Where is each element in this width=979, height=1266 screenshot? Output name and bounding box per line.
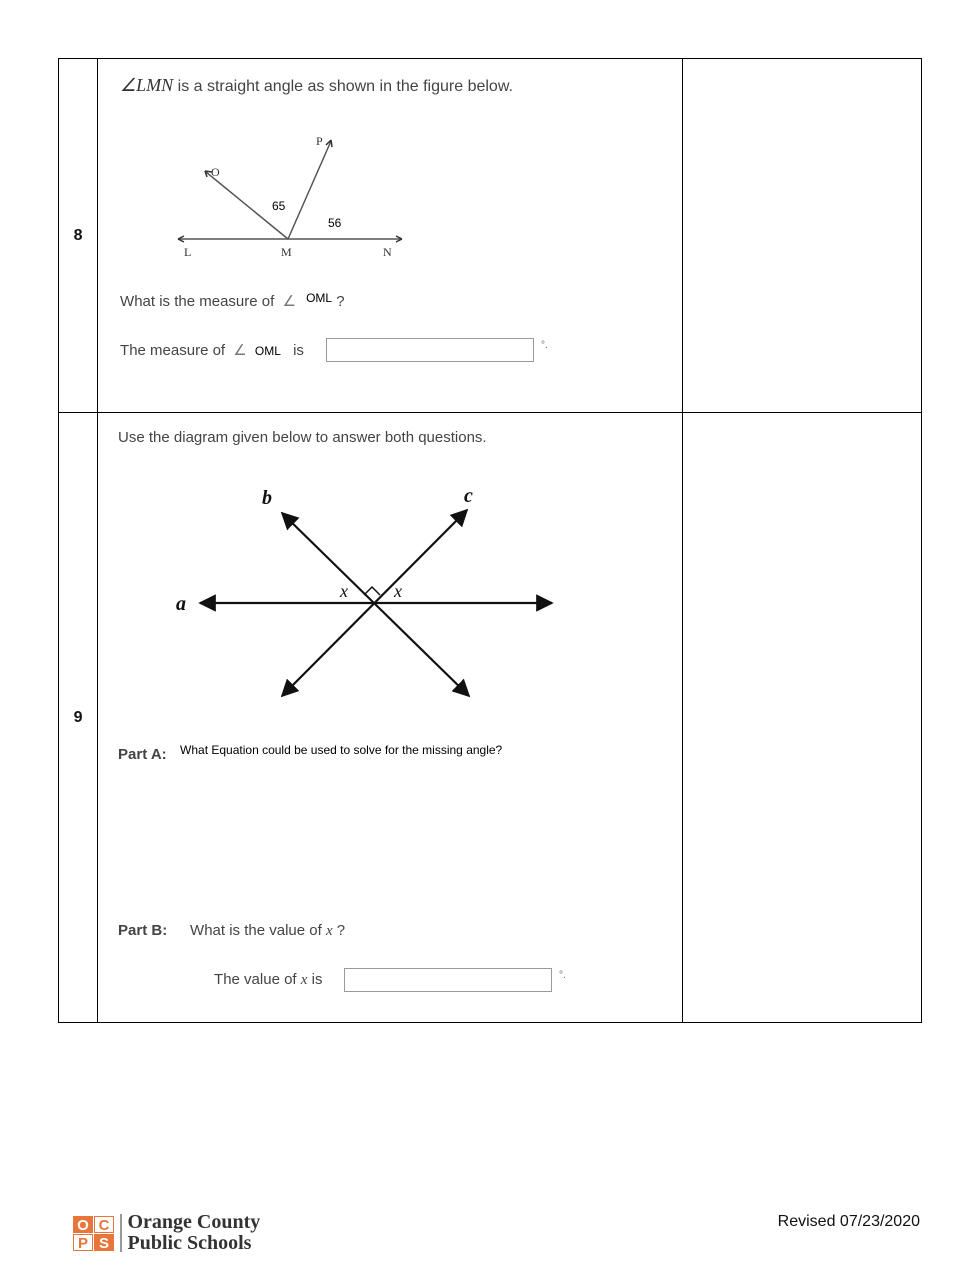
logo-letter-o: O bbox=[73, 1216, 93, 1233]
angle-oml-label: OML bbox=[306, 291, 333, 305]
q8-answer-is: is bbox=[293, 342, 304, 359]
label-n: N bbox=[383, 245, 392, 259]
logo-text bbox=[128, 1212, 261, 1254]
variable-x: x bbox=[300, 972, 308, 988]
q9-intro: Use the diagram given below to answer both questions. bbox=[118, 429, 487, 446]
q8-intro-text: is a straight angle as shown in the figure below. bbox=[173, 78, 513, 95]
part-b-question-suffix: ? bbox=[336, 922, 346, 939]
org-name-line2: Public Schools bbox=[127, 1232, 252, 1254]
question-number-8: 8 bbox=[59, 59, 98, 413]
label-c: c bbox=[464, 485, 473, 507]
label-b: b bbox=[262, 487, 273, 509]
part-b-answer-is: is bbox=[311, 971, 323, 988]
question-number-9: 9 bbox=[59, 413, 98, 1023]
q8-question-suffix: ? bbox=[336, 293, 345, 310]
right-angle-mark bbox=[364, 587, 380, 595]
part-b-question bbox=[190, 922, 345, 940]
part-b-answer-input[interactable] bbox=[344, 968, 552, 992]
label-p: P bbox=[316, 134, 323, 148]
angle-oml-label: OML bbox=[254, 344, 281, 358]
variable-x: x bbox=[325, 923, 333, 939]
org-name-line1: Orange County bbox=[127, 1211, 261, 1233]
label-m: M bbox=[281, 245, 292, 259]
angle-pmn-value: 56 bbox=[328, 216, 342, 230]
question-row-8 bbox=[59, 59, 922, 413]
degree-symbol: °. bbox=[541, 340, 548, 351]
question-cell-8 bbox=[98, 59, 683, 413]
angle-omp-value: 65 bbox=[272, 199, 286, 213]
ray-mp bbox=[288, 141, 331, 239]
straight-angle-figure bbox=[168, 125, 428, 265]
answer-cell-9 bbox=[682, 413, 921, 1023]
question-cell-9 bbox=[98, 413, 683, 1023]
angle-symbol: ∠ bbox=[233, 342, 247, 359]
revised-date: Revised 07/23/2020 bbox=[777, 1213, 920, 1230]
q8-answer-prefix: The measure of bbox=[120, 342, 226, 359]
part-b-label: Part B: bbox=[118, 922, 168, 939]
label-x-right: x bbox=[394, 581, 403, 601]
q8-answer-line bbox=[120, 341, 304, 359]
logo-divider bbox=[120, 1214, 122, 1252]
logo-letter-s: S bbox=[94, 1234, 114, 1251]
label-a: a bbox=[176, 593, 187, 615]
answer-cell-8 bbox=[682, 59, 921, 413]
label-l: L bbox=[184, 245, 192, 259]
part-b-question-text: What is the value of bbox=[190, 922, 322, 939]
ocps-logo bbox=[73, 1212, 260, 1254]
worksheet-table bbox=[58, 58, 922, 1023]
degree-symbol: °. bbox=[559, 970, 566, 981]
label-o: O bbox=[211, 165, 220, 179]
q8-answer-input[interactable] bbox=[326, 338, 534, 362]
logo-letter-p: P bbox=[73, 1234, 93, 1251]
part-b-answer-line bbox=[214, 971, 322, 989]
logo-letter-c: C bbox=[94, 1216, 114, 1233]
question-row-9 bbox=[59, 413, 922, 1023]
part-b-answer-prefix: The value of bbox=[214, 971, 297, 988]
q8-question-prefix: What is the measure of bbox=[120, 293, 275, 310]
q8-question bbox=[120, 292, 345, 310]
part-a-label: Part A: bbox=[118, 746, 167, 763]
part-a-question: What Equation could be used to solve for the missing angle? bbox=[180, 743, 503, 757]
intersecting-lines-figure bbox=[172, 483, 562, 713]
ocps-logo-mark bbox=[73, 1216, 114, 1251]
angle-lmn-label: ∠LMN bbox=[120, 75, 174, 95]
label-x-left: x bbox=[340, 581, 349, 601]
angle-symbol: ∠ bbox=[282, 293, 296, 310]
q8-intro bbox=[120, 75, 513, 96]
